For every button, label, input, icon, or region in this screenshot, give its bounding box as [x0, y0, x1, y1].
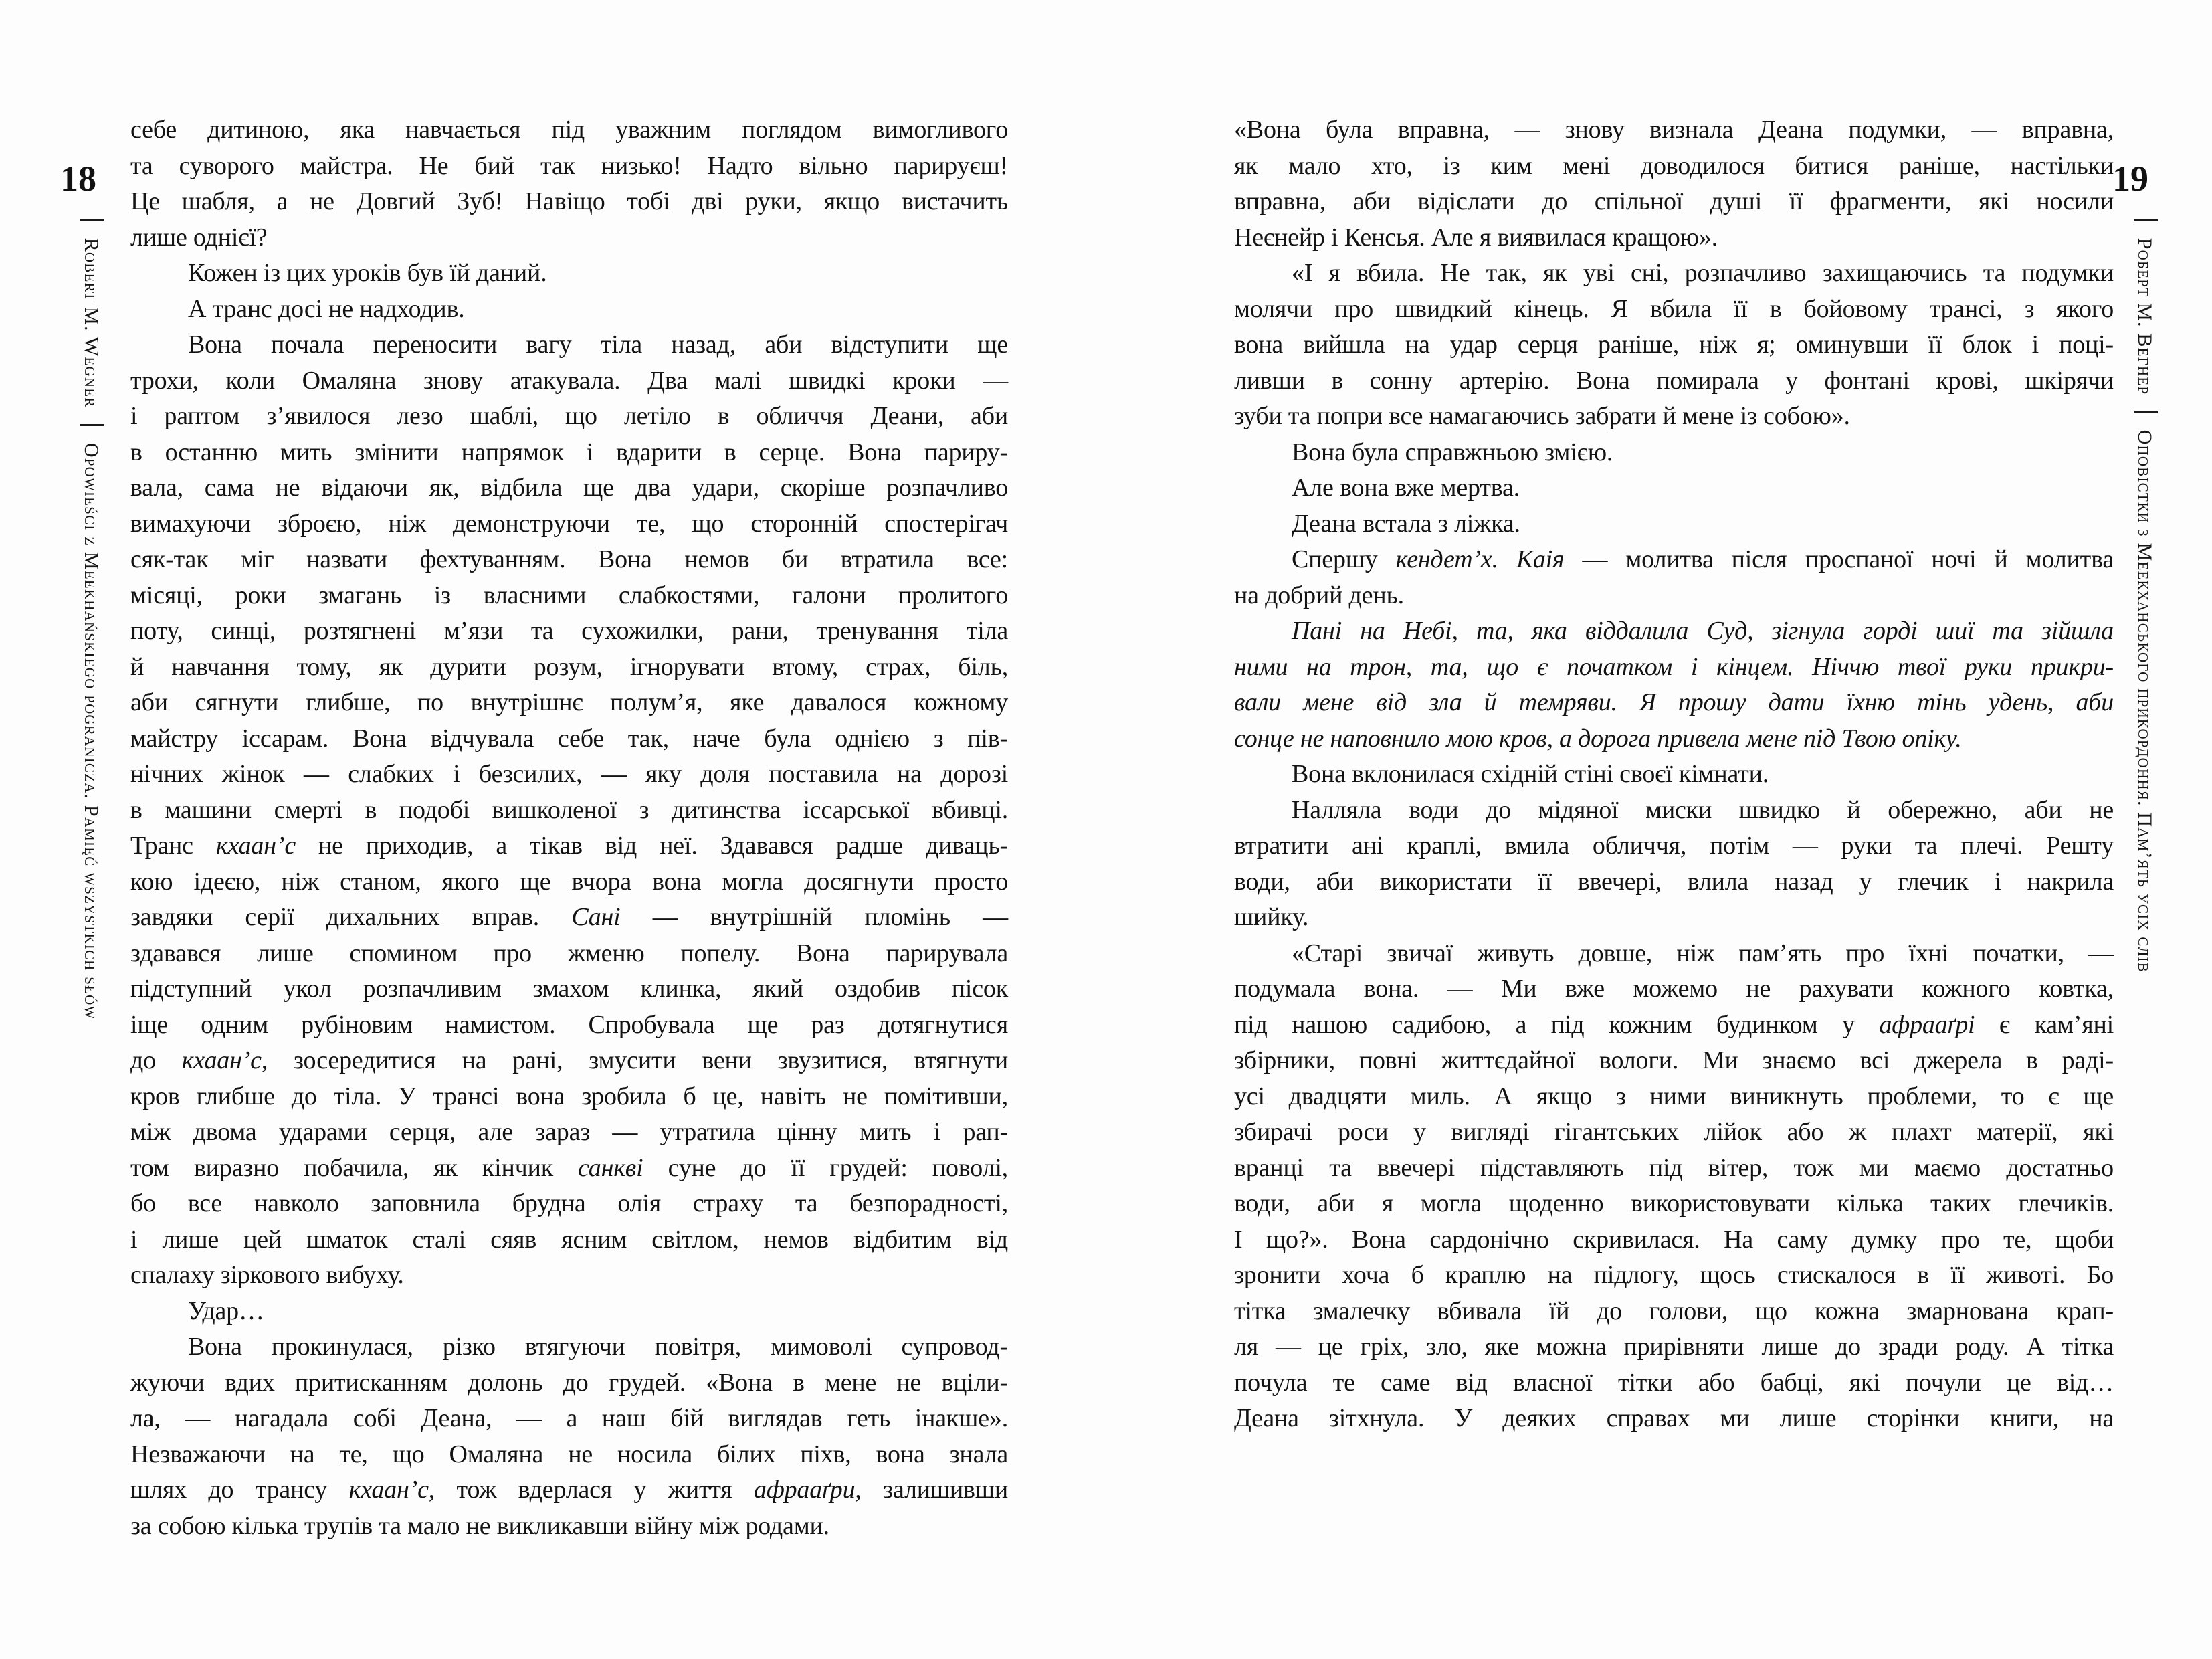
- text-line: себе дитиною, яка навчається під уважним поглядом вимогливого: [130, 116, 1008, 144]
- text-line: трохи, коли Омаляна знову атакувала. Два малі швидкі кроки —: [130, 366, 1008, 395]
- margin-divider: [2134, 411, 2158, 413]
- text-line: жуючи вдих притисканням долонь до грудей. «Вона в мене не вціли-: [130, 1368, 1008, 1397]
- text-line: шийку.: [1234, 903, 1309, 931]
- text-line: Вона почала переносити вагу тіла назад, аби відступити ще: [188, 330, 1008, 359]
- margin-divider: [2134, 219, 2158, 221]
- text-line: ла, — нагадала собі Деана, — а наш бій виглядав геть інакше».: [130, 1404, 1008, 1432]
- text-line: Незважаючи на те, що Омаляна не носила білих піхв, вона знала: [130, 1440, 1008, 1468]
- right-margin-author: Роберт М. Вегнер: [2134, 237, 2156, 395]
- text-line: Але вона вже мертва.: [1292, 474, 1520, 502]
- text-line: почула те саме від власної тітки або бабці, які почули це від…: [1234, 1368, 2114, 1397]
- text-line: Вона прокинулася, різко втягуючи повітря, мимоволі супровод-: [188, 1333, 1008, 1361]
- text-line: вала, сама не відаючи як, відбила ще два удари, скоріше розпачливо: [130, 474, 1008, 502]
- text-line: ля — це гріх, зло, яке можна прирівняти лише до зради роду. А тітка: [1234, 1333, 2114, 1361]
- text-line: як мало хто, із ким мені доводилося битися раніше, настільки: [1234, 151, 2114, 180]
- text-line: Вона була справжньою змією.: [1292, 437, 1613, 466]
- right-margin-vertical-text: [2130, 209, 2159, 973]
- text-line: «Старі звичаї живуть довше, ніж пам’ять про їхні початки, —: [1292, 939, 2114, 967]
- text-line: Пані на Небі, та, яка віддалила Суд, зігнула горді шиї та зійшла: [1292, 617, 2114, 645]
- text-line: тітка змалечку вбивала їй до голови, що кожна змарнована крап-: [1234, 1296, 2114, 1325]
- text-line: на добрий день.: [1234, 581, 1404, 609]
- text-line: Налляла води до мідяної миски швидко й обережно, аби не: [1292, 795, 2114, 824]
- text-line: том виразно побачила, як кінчик санкві суне до її грудей: поволі,: [130, 1153, 1008, 1182]
- text-line: й навчання тому, як дурити розум, ігнорувати втому, страх, біль,: [130, 652, 1008, 681]
- text-line: вранці та ввечері підставляють під вітер, тож ми маємо достатньо: [1234, 1153, 2114, 1182]
- text-line: кров глибше до тіла. У трансі вона зробила б це, навіть не помітивши,: [130, 1082, 1008, 1110]
- text-line: здавався лише спомином про жменю попелу. Вона парирувала: [130, 939, 1008, 967]
- text-line: вали мене від зла й темряви. Я прошу дати їхню тінь удень, аби: [1234, 688, 2114, 716]
- text-line: лише однієї?: [130, 223, 268, 252]
- text-line: аби сягнути глибше, по внутрішнє полум’я, яке давалося кожному: [130, 688, 1008, 716]
- text-line: ними на трон, та, що є початком і кінцем. Ніччю твої руки прикри-: [1234, 652, 2114, 681]
- text-line: ливши в сонну артерію. Вона помирала у фонтані крові, шкірячи: [1234, 366, 2114, 395]
- text-line: шлях до трансу кхаан’с, тож вдерлася у життя афрааґри, залишивши: [130, 1476, 1008, 1504]
- text-line: між двома ударами серця, але зараз — утратила цінну мить і рап-: [130, 1118, 1008, 1146]
- margin-divider: [80, 219, 104, 221]
- text-line: сяк-так міг назвати фехтуванням. Вона немов би втратила все:: [130, 545, 1008, 573]
- right-margin-title: Оповістки з Меекханського прикордоння. Пам’ять усіх слів: [2134, 429, 2156, 973]
- text-line: подумала вона. — Ми вже можемо не рахувати кожного ковтка,: [1234, 975, 2114, 1003]
- text-line: усі двадцяти миль. А якщо з ними виникнуть проблеми, то є ще: [1234, 1082, 2114, 1110]
- left-margin-title: Opowieści z Meekhańskiego pogranicza. Pamięć wszystkich słów: [80, 442, 102, 1020]
- text-line: Вона вклонилася східній стіні своєї кімнати.: [1292, 760, 1769, 788]
- text-line: А транс досі не надходив.: [188, 294, 465, 323]
- text-line: зуби та попри все намагаючись забрати й мене із собою».: [1234, 402, 1850, 430]
- text-line: завдяки серії дихальних вправ. Сані — внутрішній пломінь —: [130, 903, 1008, 931]
- right-page-number: 19: [2112, 159, 2148, 199]
- text-line: вимахуючи зброєю, ніж демонструючи те, що сторонній спостерігач: [130, 509, 1008, 538]
- text-line: Транс кхаан’с не приходив, а тікав від неї. Здавався радше диваць-: [130, 832, 1009, 860]
- text-line: молячи про швидкий кінець. Я вбила її в бойовому трансі, з якого: [1234, 294, 2114, 323]
- text-line: майстру іссарам. Вона відчувала себе так, наче була однією з пів-: [130, 724, 1008, 753]
- text-line: води, аби використати її ввечері, влила назад у глечик і накрила: [1234, 867, 2114, 896]
- left-page-number: 18: [60, 159, 96, 199]
- text-line: в останню мить змінити напрямок і вдарити в серце. Вона париру-: [130, 437, 1008, 466]
- text-line: збирачі роси у вигляді гігантських лійок або ж плахт матерії, які: [1234, 1118, 2114, 1146]
- text-line: «І я вбила. Не так, як уві сні, розпачливо захищаючись та подумки: [1292, 259, 2114, 287]
- left-margin-vertical-text: [76, 209, 106, 1020]
- text-line: підступний укол розпачливим змахом клинка, який оздобив пісок: [130, 975, 1008, 1003]
- text-line: вправна, аби відіслати до спільної душі її фрагменти, які носили: [1234, 187, 2114, 215]
- text-line: до кхаан’с, зосередитися на рані, змусити вени звузитися, втягнути: [130, 1046, 1009, 1074]
- text-line: місяці, роки змагань із власними слабкостями, галони пролитого: [130, 581, 1008, 609]
- text-line: іще одним рубіновим намистом. Спробувала ще раз дотягнутися: [130, 1010, 1008, 1039]
- right-page-text: [1234, 112, 2114, 1437]
- text-line: Неєнейр і Кенсья. Але я виявилася кращою».: [1234, 223, 1718, 252]
- text-line: кою ідеєю, ніж станом, якого ще вчора вона могла досягнути просто: [130, 867, 1008, 896]
- text-line: І що?». Вона сардонічно скривилася. На саму думку про те, щоби: [1234, 1225, 2114, 1254]
- text-line: Спершу кендет’х. Каія — молитва після проспаної ночі й молитва: [1292, 545, 2114, 573]
- left-margin-author: Robert M. Wegner: [80, 237, 102, 408]
- text-line: поту, синці, розтягнені м’язи та сухожилки, рани, тренування тіла: [130, 617, 1008, 645]
- text-line: і раптом з’явилося лезо шаблі, що летіло в обличчя Деани, аби: [130, 402, 1008, 430]
- text-line: Деана встала з ліжка.: [1292, 509, 1520, 538]
- text-line: Удар…: [188, 1296, 264, 1325]
- text-line: і лише цей шматок сталі сяяв ясним світлом, немов відбитим від: [130, 1225, 1008, 1254]
- text-line: вона вийшла на удар серця раніше, ніж я; оминувши її блок і поці-: [1234, 330, 2114, 359]
- text-line: бо все навколо заповнила брудна олія страху та безпорадності,: [130, 1189, 1008, 1217]
- text-line: під нашою садибою, а під кожним будинком у афрааґрі є кам’яні: [1234, 1010, 2114, 1039]
- text-line: та суворого майстра. Не бий так низько! Надто вільно парируєш!: [130, 151, 1008, 180]
- text-line: збірники, повні життєдайної вологи. Ми знаємо всі джерела в раді-: [1234, 1046, 2114, 1074]
- text-line: Деана зітхнула. У деяких справах ми лише сторінки книги, на: [1234, 1404, 2114, 1432]
- text-line: «Вона була вправна, — знову визнала Деана подумки, — вправна,: [1234, 116, 2114, 144]
- text-line: в машини смерті в подобі вишколеної з дитинства іссарської вбивці.: [130, 795, 1008, 824]
- left-page-text: [130, 112, 1008, 1544]
- text-line: Це шабля, а не Довгий Зуб! Навіщо тобі дві руки, якщо вистачить: [130, 187, 1008, 215]
- text-line: води, аби я могла щоденно використовувати кілька таких глечиків.: [1234, 1189, 2114, 1217]
- text-line: зронити хоча б краплю на підлогу, щось стискалося в її животі. Бо: [1234, 1261, 2114, 1289]
- text-line: спалаху зіркового вибуху.: [130, 1261, 404, 1289]
- margin-divider: [80, 424, 104, 426]
- text-line: за собою кілька трупів та мало не викликавши війну між родами.: [130, 1511, 829, 1540]
- text-line: нічних жінок — слабких і безсилих, — яку доля поставила на дорозі: [130, 760, 1008, 788]
- text-line: Кожен із цих уроків був їй даний.: [188, 259, 547, 287]
- text-line: сонце не наповнило мою кров, а дорога привела мене під Твою опіку.: [1234, 724, 1962, 753]
- text-line: втратити ані краплі, вмила обличчя, потім — руки та плечі. Решту: [1234, 832, 2114, 860]
